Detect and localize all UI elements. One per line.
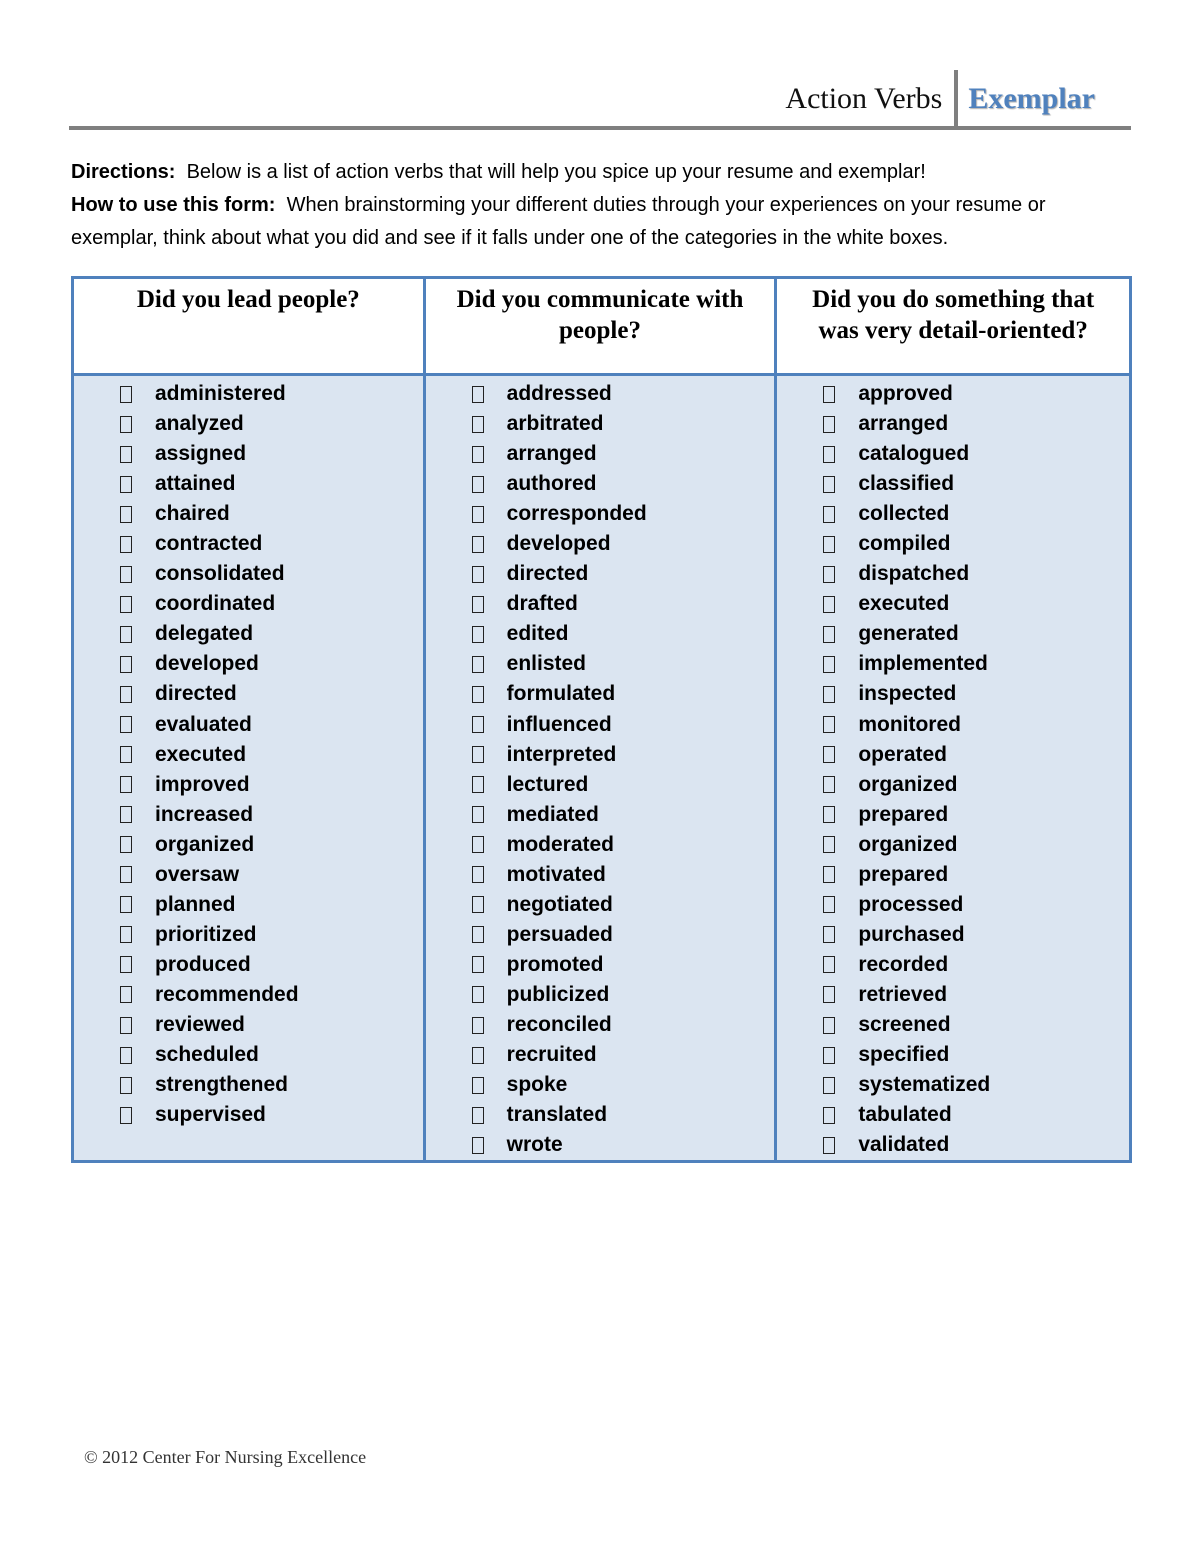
verb-label: improved: [155, 772, 250, 796]
verb-item: [823, 710, 1129, 740]
checkbox-icon[interactable]: [472, 656, 484, 673]
checkbox-icon[interactable]: [120, 1077, 132, 1094]
checkbox-icon[interactable]: [472, 1107, 484, 1124]
verb-item: [472, 1100, 775, 1130]
verb-item: [823, 890, 1129, 920]
checkbox-icon[interactable]: [472, 386, 484, 403]
checkbox-icon[interactable]: [472, 566, 484, 583]
verb-label: drafted: [506, 592, 578, 616]
verb-label: recommended: [155, 982, 299, 1006]
checkbox-icon[interactable]: [823, 656, 835, 673]
footer-copyright: © 2012 Center For Nursing Excellence: [84, 1447, 367, 1467]
verb-item: [472, 1040, 775, 1070]
verb-label: enlisted: [506, 652, 587, 676]
verb-item: [120, 409, 423, 439]
verb-item: [472, 950, 775, 980]
verb-item: [120, 980, 423, 1010]
checkbox-icon[interactable]: [472, 1017, 484, 1034]
verb-item: [823, 679, 1129, 709]
checkbox-icon[interactable]: [120, 1047, 132, 1064]
verb-item: [472, 740, 775, 770]
verb-label: organized: [155, 832, 255, 856]
header-rule: [69, 126, 1131, 130]
verb-label: promoted: [506, 952, 604, 976]
verb-item: [472, 800, 775, 830]
verb-label: specified: [858, 1043, 950, 1067]
verb-label: monitored: [858, 712, 961, 736]
verb-item: [120, 559, 423, 589]
verb-label: executed: [155, 742, 247, 766]
verb-label: validated: [858, 1133, 950, 1157]
verb-item: [823, 1130, 1129, 1160]
verb-item: [120, 770, 423, 800]
verb-item: [120, 920, 423, 950]
verb-label: attained: [155, 472, 236, 496]
verb-item: [472, 860, 775, 890]
checkbox-icon[interactable]: [120, 686, 132, 703]
verb-item: [823, 740, 1129, 770]
verb-label: operated: [858, 742, 948, 766]
verb-item: [472, 679, 775, 709]
checkbox-icon[interactable]: [823, 416, 835, 433]
page-header: [785, 70, 1095, 128]
howto-label: How to use this form:: [71, 194, 276, 216]
header-title: Action Verbs: [785, 82, 943, 115]
verb-item: [120, 800, 423, 830]
verb-label: publicized: [506, 982, 610, 1006]
verb-item: [472, 499, 775, 529]
verb-label: planned: [155, 892, 236, 916]
checkbox-icon[interactable]: [472, 1137, 484, 1154]
checkbox-icon[interactable]: [823, 746, 835, 763]
verb-label: translated: [506, 1103, 608, 1127]
checkbox-icon[interactable]: [120, 806, 132, 823]
checkbox-icon[interactable]: [120, 566, 132, 583]
checkbox-icon[interactable]: [120, 926, 132, 943]
checkbox-icon[interactable]: [823, 1047, 835, 1064]
checkbox-icon[interactable]: [472, 416, 484, 433]
verb-label: authored: [506, 472, 597, 496]
verb-label: executed: [858, 592, 950, 616]
verb-label: reviewed: [155, 1013, 245, 1036]
verb-item: [823, 649, 1129, 679]
checkbox-icon[interactable]: [823, 986, 835, 1003]
verb-label: supervised: [155, 1103, 266, 1127]
verb-label: implemented: [858, 652, 988, 676]
verb-item: [120, 619, 423, 649]
checkbox-icon[interactable]: [120, 416, 132, 433]
verb-item: [823, 379, 1129, 409]
checkbox-icon[interactable]: [472, 1077, 484, 1094]
verb-label: coordinated: [155, 592, 276, 616]
verb-item: [472, 830, 775, 860]
verb-label: corresponded: [506, 502, 647, 526]
verb-label: inspected: [858, 682, 957, 706]
checkbox-icon[interactable]: [472, 596, 484, 613]
verb-label: reconciled: [506, 1013, 612, 1036]
verb-label: developed: [506, 532, 611, 556]
verb-label: directed: [506, 562, 589, 586]
checkbox-icon[interactable]: [823, 776, 835, 793]
verb-item: [120, 890, 423, 920]
checkbox-icon[interactable]: [472, 716, 484, 733]
verb-label: organized: [858, 832, 958, 856]
action-verbs-table: [71, 276, 1132, 1163]
verb-label: lectured: [506, 772, 589, 796]
checkbox-icon[interactable]: [823, 596, 835, 613]
verb-label: purchased: [858, 922, 965, 946]
verb-item: [823, 559, 1129, 589]
verb-item: [823, 860, 1129, 890]
verb-label: increased: [155, 802, 254, 826]
verb-item: [472, 469, 775, 499]
verb-label: assigned: [155, 442, 247, 466]
verb-label: mediated: [506, 802, 599, 826]
verb-label: approved: [858, 382, 953, 406]
verb-label: oversaw: [155, 862, 240, 886]
verb-item: [472, 980, 775, 1010]
verb-label: compiled: [858, 532, 951, 556]
checkbox-icon[interactable]: [823, 956, 835, 973]
checkbox-icon[interactable]: [472, 476, 484, 493]
verb-item: [120, 589, 423, 619]
checkbox-icon[interactable]: [472, 956, 484, 973]
verb-label: prepared: [858, 802, 949, 826]
verb-label: evaluated: [155, 712, 252, 736]
verb-item: [472, 559, 775, 589]
verb-label: retrieved: [858, 982, 948, 1006]
checkbox-icon[interactable]: [823, 476, 835, 493]
verb-item: [823, 439, 1129, 469]
verb-item: [823, 950, 1129, 980]
verb-label: collected: [858, 502, 950, 526]
verb-label: recorded: [858, 952, 949, 976]
verb-label: arbitrated: [506, 412, 604, 436]
checkbox-icon[interactable]: [823, 836, 835, 853]
howto-text: When brainstorming your different duties through your experiences on your resume or exemplar, think about what you did and see if it falls under one of the categories in the white boxes.: [71, 194, 1046, 249]
verb-label: interpreted: [506, 742, 617, 766]
checkbox-icon[interactable]: [120, 776, 132, 793]
checkbox-icon[interactable]: [120, 1107, 132, 1124]
verb-label: spoke: [506, 1073, 568, 1097]
verb-label: generated: [858, 622, 959, 646]
verb-item: [120, 740, 423, 770]
verb-item: [823, 1040, 1129, 1070]
verb-item: [120, 439, 423, 469]
verb-label: recruited: [506, 1043, 597, 1067]
checkbox-icon[interactable]: [120, 446, 132, 463]
checkbox-icon[interactable]: [120, 536, 132, 553]
checkbox-icon[interactable]: [472, 446, 484, 463]
checkbox-icon[interactable]: [823, 566, 835, 583]
checkbox-icon[interactable]: [472, 926, 484, 943]
verb-label: prioritized: [155, 922, 257, 946]
directions-text: Below is a list of action verbs that will help you spice up your resume and exemplar!: [186, 161, 926, 183]
verb-label: formulated: [506, 682, 616, 706]
verb-item: [472, 619, 775, 649]
verb-label: developed: [155, 652, 259, 676]
verb-item: [823, 830, 1129, 860]
verb-item: [120, 1040, 423, 1070]
verb-item: [823, 920, 1129, 950]
checkbox-icon[interactable]: [472, 896, 484, 913]
verb-label: contracted: [155, 532, 263, 556]
checkbox-icon[interactable]: [120, 986, 132, 1003]
verb-label: influenced: [506, 712, 612, 736]
verb-item: [472, 890, 775, 920]
verb-item: [120, 950, 423, 980]
verb-item: [472, 409, 775, 439]
verb-item: [120, 710, 423, 740]
verb-column-detail: [777, 376, 1129, 1160]
checkbox-icon[interactable]: [823, 386, 835, 403]
checkbox-icon[interactable]: [472, 1047, 484, 1064]
verb-label: analyzed: [155, 412, 244, 436]
checkbox-icon[interactable]: [823, 1017, 835, 1034]
checkbox-icon[interactable]: [120, 506, 132, 523]
checkbox-icon[interactable]: [823, 1107, 835, 1124]
verb-item: [472, 379, 775, 409]
checkbox-icon[interactable]: [120, 1017, 132, 1034]
verb-label: strengthened: [155, 1073, 289, 1097]
checkbox-icon[interactable]: [120, 956, 132, 973]
verb-label: prepared: [858, 862, 949, 886]
checkbox-icon[interactable]: [472, 536, 484, 553]
verb-label: edited: [506, 622, 569, 646]
verb-item: [823, 1100, 1129, 1130]
verb-label: organized: [858, 772, 958, 796]
column-header-detail: Did you do something that was very detail-oriented?: [777, 279, 1129, 376]
verb-label: processed: [858, 892, 964, 916]
verb-item: [120, 860, 423, 890]
verb-item: [823, 409, 1129, 439]
checkbox-icon[interactable]: [120, 656, 132, 673]
checkbox-icon[interactable]: [823, 1137, 835, 1154]
verb-item: [472, 649, 775, 679]
verb-item: [472, 439, 775, 469]
verb-item: [823, 1010, 1129, 1040]
checkbox-icon[interactable]: [823, 716, 835, 733]
verb-label: consolidated: [155, 562, 285, 586]
checkbox-icon[interactable]: [120, 746, 132, 763]
verb-label: moderated: [506, 832, 615, 856]
verb-label: arranged: [858, 412, 949, 436]
verb-item: [823, 469, 1129, 499]
checkbox-icon[interactable]: [472, 626, 484, 643]
verb-column-lead: [74, 376, 426, 1160]
checkbox-icon[interactable]: [120, 866, 132, 883]
checkbox-icon[interactable]: [823, 896, 835, 913]
verb-item: [472, 710, 775, 740]
verb-label: wrote: [506, 1133, 563, 1157]
verb-label: screened: [858, 1013, 951, 1036]
checkbox-icon[interactable]: [823, 926, 835, 943]
verb-label: directed: [155, 682, 237, 706]
verb-label: classified: [858, 472, 955, 496]
checkbox-icon[interactable]: [472, 836, 484, 853]
checkbox-icon[interactable]: [120, 896, 132, 913]
verb-label: arranged: [506, 442, 597, 466]
checkbox-icon[interactable]: [472, 686, 484, 703]
verb-item: [120, 529, 423, 559]
verb-item: [472, 1010, 775, 1040]
checkbox-icon[interactable]: [823, 686, 835, 703]
verb-item: [120, 679, 423, 709]
verb-item: [472, 589, 775, 619]
verb-label: dispatched: [858, 562, 970, 586]
checkbox-icon[interactable]: [120, 596, 132, 613]
verb-label: addressed: [506, 382, 612, 406]
column-header-communicate: Did you communicate with people?: [426, 279, 778, 376]
verb-item: [823, 770, 1129, 800]
header-brand: Exemplar: [968, 82, 1095, 115]
checkbox-icon[interactable]: [472, 986, 484, 1003]
verb-label: negotiated: [506, 892, 613, 916]
verb-item: [823, 619, 1129, 649]
checkbox-icon[interactable]: [472, 866, 484, 883]
verb-item: [472, 529, 775, 559]
verb-label: tabulated: [858, 1103, 952, 1127]
checkbox-icon[interactable]: [120, 476, 132, 493]
verb-item: [120, 830, 423, 860]
checkbox-icon[interactable]: [823, 506, 835, 523]
verb-label: chaired: [155, 502, 230, 526]
verb-item: [120, 469, 423, 499]
verb-label: delegated: [155, 622, 254, 646]
verb-item: [120, 379, 423, 409]
directions-label: Directions:: [71, 161, 176, 183]
verb-item: [823, 980, 1129, 1010]
verb-column-communicate: [426, 376, 778, 1160]
checkbox-icon[interactable]: [120, 626, 132, 643]
checkbox-icon[interactable]: [823, 1077, 835, 1094]
verb-item: [823, 529, 1129, 559]
verb-item: [120, 1070, 423, 1100]
checkbox-icon[interactable]: [472, 776, 484, 793]
checkbox-icon[interactable]: [120, 716, 132, 733]
checkbox-icon[interactable]: [472, 806, 484, 823]
verb-item: [823, 499, 1129, 529]
verb-item: [120, 1010, 423, 1040]
checkbox-icon[interactable]: [823, 866, 835, 883]
directions-line: [71, 156, 1133, 189]
verb-item: [472, 1070, 775, 1100]
checkbox-icon[interactable]: [472, 746, 484, 763]
verb-label: produced: [155, 952, 251, 976]
verb-label: administered: [155, 382, 286, 406]
checkbox-icon[interactable]: [120, 386, 132, 403]
verb-item: [120, 499, 423, 529]
checkbox-icon[interactable]: [823, 806, 835, 823]
verb-item: [823, 589, 1129, 619]
verb-item: [823, 1070, 1129, 1100]
directions: [71, 156, 1133, 255]
verb-label: motivated: [506, 862, 606, 886]
verb-label: systematized: [858, 1073, 991, 1097]
howto-line: [71, 189, 1133, 255]
verb-item: [823, 800, 1129, 830]
column-header-lead: Did you lead people?: [74, 279, 426, 376]
verb-item: [120, 649, 423, 679]
verb-label: persuaded: [506, 922, 613, 946]
verb-item: [120, 1100, 423, 1130]
checkbox-icon[interactable]: [823, 536, 835, 553]
checkbox-icon[interactable]: [823, 626, 835, 643]
verb-label: catalogued: [858, 442, 970, 466]
checkbox-icon[interactable]: [120, 836, 132, 853]
verb-item: [472, 770, 775, 800]
verb-label: scheduled: [155, 1043, 259, 1067]
verb-item: [472, 920, 775, 950]
checkbox-icon[interactable]: [823, 446, 835, 463]
checkbox-icon[interactable]: [472, 506, 484, 523]
verb-item: [472, 1130, 775, 1160]
